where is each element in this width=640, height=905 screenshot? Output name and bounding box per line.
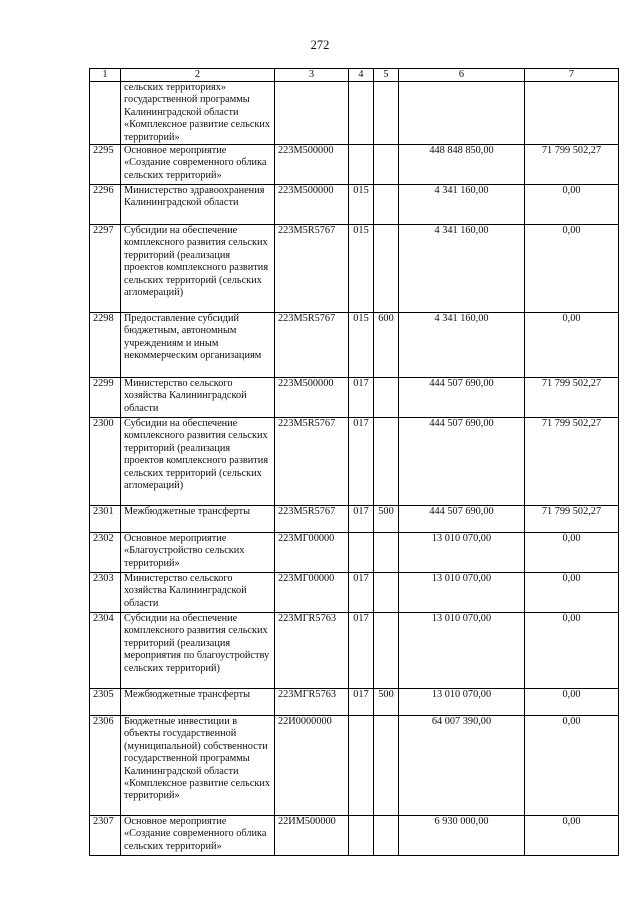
row-number: 2304	[90, 613, 121, 689]
row-name: Предоставление субсидий бюджетным, автономным учреждениям и иным некоммерческим организациям	[121, 313, 275, 378]
table-row	[90, 613, 619, 689]
row-code: 223MГ00000	[275, 533, 349, 573]
row-name: Министерство сельского хозяйства Калининградской области	[121, 378, 275, 418]
row-col5	[374, 185, 399, 225]
table-row	[90, 689, 619, 716]
row-col4: 017	[349, 506, 374, 533]
row-col4: 015	[349, 313, 374, 378]
row-col4	[349, 145, 374, 185]
column-header: 6	[399, 69, 525, 82]
row-amount-2: 0,00	[525, 185, 619, 225]
row-number: 2307	[90, 816, 121, 856]
table-row	[90, 533, 619, 573]
table-row	[90, 185, 619, 225]
row-col4: 017	[349, 378, 374, 418]
row-name: сельских территориях» государственной программы Калининградской области «Комплексное развитие сельских территорий»	[121, 82, 275, 145]
row-amount-2: 71 799 502,27	[525, 145, 619, 185]
row-number: 2303	[90, 573, 121, 613]
row-code: 223MГ00000	[275, 573, 349, 613]
row-code: 223MГR5763	[275, 689, 349, 716]
row-name: Субсидии на обеспечение комплексного развития сельских территорий (реализация проектов комплексного развития сельских территорий (сельских агломераций)	[121, 418, 275, 506]
table-row	[90, 506, 619, 533]
row-col5	[374, 82, 399, 145]
row-amount-2: 71 799 502,27	[525, 506, 619, 533]
table-row	[90, 573, 619, 613]
table-row	[90, 225, 619, 313]
row-col4: 017	[349, 418, 374, 506]
page-number: 272	[310, 38, 330, 52]
row-col5: 500	[374, 689, 399, 716]
row-col5	[374, 573, 399, 613]
row-col4	[349, 816, 374, 856]
row-name: Основное мероприятие «Создание современного облика сельских территорий»	[121, 145, 275, 185]
table-row	[90, 716, 619, 816]
row-amount-1: 64 007 390,00	[399, 716, 525, 816]
row-amount-2	[525, 82, 619, 145]
row-code: 223MГR5763	[275, 613, 349, 689]
row-amount-1: 444 507 690,00	[399, 378, 525, 418]
row-amount-1: 13 010 070,00	[399, 613, 525, 689]
row-amount-2: 0,00	[525, 716, 619, 816]
row-amount-2: 0,00	[525, 225, 619, 313]
row-number	[90, 82, 121, 145]
table-row	[90, 82, 619, 145]
row-code: 22И0000000	[275, 716, 349, 816]
row-code: 223M5R5767	[275, 313, 349, 378]
row-col5	[374, 145, 399, 185]
row-amount-1: 6 930 000,00	[399, 816, 525, 856]
row-amount-2: 0,00	[525, 573, 619, 613]
row-number: 2302	[90, 533, 121, 573]
row-col4: 017	[349, 613, 374, 689]
row-name: Субсидии на обеспечение комплексного развития сельских территорий (реализация мероприятия по благоустройству сельских территорий)	[121, 613, 275, 689]
row-code	[275, 82, 349, 145]
row-name: Основное мероприятие «Создание современного облика сельских территорий»	[121, 816, 275, 856]
budget-table	[89, 68, 619, 856]
row-col5: 600	[374, 313, 399, 378]
row-name: Межбюджетные трансферты	[121, 689, 275, 716]
column-header: 5	[374, 69, 399, 82]
row-code: 223M5R5767	[275, 418, 349, 506]
row-col4: 015	[349, 185, 374, 225]
row-amount-2: 0,00	[525, 816, 619, 856]
row-amount-1: 13 010 070,00	[399, 533, 525, 573]
table-row	[90, 418, 619, 506]
row-amount-2: 0,00	[525, 613, 619, 689]
row-name: Субсидии на обеспечение комплексного развития сельских территорий (реализация проектов комплексного развития сельских территорий (сельских агломераций)	[121, 225, 275, 313]
row-amount-2: 0,00	[525, 689, 619, 716]
row-amount-1: 4 341 160,00	[399, 225, 525, 313]
row-code: 223M5R5767	[275, 225, 349, 313]
row-amount-1: 4 341 160,00	[399, 313, 525, 378]
row-col5	[374, 418, 399, 506]
row-col5	[374, 613, 399, 689]
row-amount-2: 71 799 502,27	[525, 378, 619, 418]
row-col4	[349, 716, 374, 816]
row-col4	[349, 82, 374, 145]
row-number: 2295	[90, 145, 121, 185]
row-col5	[374, 225, 399, 313]
row-number: 2301	[90, 506, 121, 533]
row-amount-1: 448 848 850,00	[399, 145, 525, 185]
row-col5	[374, 378, 399, 418]
row-number: 2300	[90, 418, 121, 506]
column-header: 7	[525, 69, 619, 82]
row-code: 22ИM500000	[275, 816, 349, 856]
row-number: 2306	[90, 716, 121, 816]
row-name: Министерство сельского хозяйства Калининградской области	[121, 573, 275, 613]
table-row	[90, 313, 619, 378]
row-number: 2296	[90, 185, 121, 225]
row-amount-2: 0,00	[525, 533, 619, 573]
row-number: 2299	[90, 378, 121, 418]
column-header: 3	[275, 69, 349, 82]
row-amount-1: 4 341 160,00	[399, 185, 525, 225]
row-amount-1	[399, 82, 525, 145]
row-amount-1: 13 010 070,00	[399, 573, 525, 613]
row-amount-1: 13 010 070,00	[399, 689, 525, 716]
row-col4: 017	[349, 573, 374, 613]
row-amount-2: 71 799 502,27	[525, 418, 619, 506]
row-name: Основное мероприятие «Благоустройство сельских территорий»	[121, 533, 275, 573]
row-name: Межбюджетные трансферты	[121, 506, 275, 533]
row-col4: 017	[349, 689, 374, 716]
table-header-row	[90, 69, 619, 82]
row-number: 2298	[90, 313, 121, 378]
row-col5	[374, 533, 399, 573]
row-col5: 500	[374, 506, 399, 533]
row-col5	[374, 716, 399, 816]
row-code: 223M500000	[275, 145, 349, 185]
column-header: 1	[90, 69, 121, 82]
row-name: Министерство здравоохранения Калининградской области	[121, 185, 275, 225]
row-col4: 015	[349, 225, 374, 313]
row-name: Бюджетные инвестиции в объекты государственной (муниципальной) собственности государственной программы Калининградской области «Комплексное развитие сельских территорий»	[121, 716, 275, 816]
table-row	[90, 816, 619, 856]
row-code: 223M500000	[275, 185, 349, 225]
row-code: 223M5R5767	[275, 506, 349, 533]
table-row	[90, 378, 619, 418]
row-number: 2305	[90, 689, 121, 716]
row-amount-1: 444 507 690,00	[399, 418, 525, 506]
row-col5	[374, 816, 399, 856]
table-row	[90, 145, 619, 185]
column-header: 4	[349, 69, 374, 82]
column-header: 2	[121, 69, 275, 82]
row-amount-2: 0,00	[525, 313, 619, 378]
row-number: 2297	[90, 225, 121, 313]
row-code: 223M500000	[275, 378, 349, 418]
row-amount-1: 444 507 690,00	[399, 506, 525, 533]
row-col4	[349, 533, 374, 573]
